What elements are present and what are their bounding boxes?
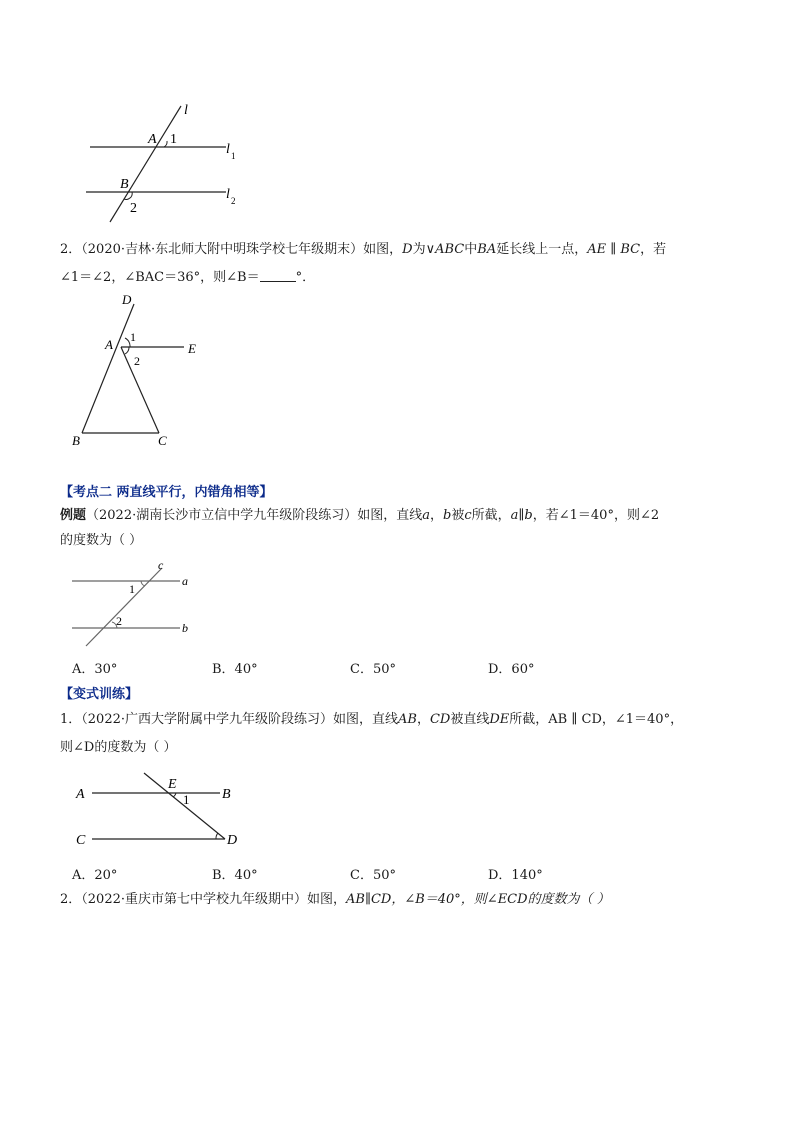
variant-2-line-1: 2．（2022·重庆市第七中学校九年级期中）如图，AB∥CD，∠B＝40°，则∠ECD的度数为（ ） — [60, 892, 610, 907]
figure-triangle-abc — [68, 290, 208, 450]
variant-1-line-2: 则∠D的度数为（ ） — [60, 740, 177, 755]
label-A: A — [76, 787, 85, 802]
label-l1: l — [226, 142, 230, 157]
label-B: B — [72, 433, 80, 448]
example-line-1: 例题（2022·湖南长沙市立信中学九年级阶段练习）如图，直线a，b被c所截，a∥b，若∠1＝40°，则∠2 — [60, 508, 660, 523]
option-B[interactable]: B．40° — [212, 868, 258, 883]
segment-DB — [82, 304, 134, 433]
label-B: B — [222, 787, 231, 802]
angle-1-arc — [141, 581, 145, 586]
label-A: A — [105, 337, 113, 352]
answer-blank[interactable] — [260, 269, 296, 282]
label-angle-1: 1 — [170, 132, 177, 147]
option-D[interactable]: D．140° — [488, 868, 543, 883]
option-D[interactable]: D．60° — [488, 662, 535, 677]
label-C: C — [76, 833, 86, 848]
segment-AC — [121, 347, 159, 433]
question-2-line-2: ∠1＝∠2，∠BAC＝36°，则∠B＝ °． — [60, 270, 316, 285]
label-D: D — [227, 833, 238, 848]
example-line-2: 的度数为（ ） — [60, 533, 143, 548]
angle-1-arc — [164, 141, 167, 147]
label-E: E — [168, 777, 177, 792]
option-C[interactable]: C．50° — [350, 662, 396, 677]
label-angle-2: 2 — [134, 354, 140, 368]
label-l2-sub: 2 — [231, 196, 236, 206]
question-2-line-1: 2．（2020·吉林·东北师大附中明珠学校七年级期末）如图，D为∨ABC中BA延长线上一点，AE ∥ BC，若 — [60, 242, 667, 257]
label-angle-1: 1 — [130, 330, 136, 344]
label-A: A — [148, 132, 157, 147]
label-angle-2: 2 — [130, 201, 137, 216]
option-A[interactable]: A．30° — [72, 662, 118, 677]
figure-parallel-lines-1 — [80, 98, 250, 228]
label-l1-sub: 1 — [231, 151, 236, 161]
label-c: c — [158, 560, 164, 572]
option-A[interactable]: A．20° — [72, 868, 118, 883]
label-D: D — [122, 292, 132, 307]
label-E: E — [188, 341, 196, 356]
angle-D-arc — [216, 833, 218, 839]
option-B[interactable]: B．40° — [212, 662, 258, 677]
label-angle-1: 1 — [183, 792, 190, 807]
label-l2: l — [226, 187, 230, 202]
label-angle-2: 2 — [116, 614, 122, 628]
option-C[interactable]: C．50° — [350, 868, 396, 883]
line-c — [86, 568, 162, 646]
figure-ab-cd-de — [70, 768, 250, 850]
section-heading-2: 【考点二 两直线平行，内错角相等】 — [60, 485, 273, 500]
label-b: b — [182, 621, 188, 635]
label-a: a — [182, 574, 188, 588]
variant-1-line-1: 1．（2022·广西大学附属中学九年级阶段练习）如图，直线AB，CD被直线DE所截，AB ∥ CD，∠1＝40°， — [60, 712, 684, 727]
label-B: B — [120, 177, 129, 192]
label-l: l — [184, 103, 188, 118]
label-angle-1: 1 — [129, 582, 135, 596]
variant-heading: 【变式训练】 — [60, 687, 139, 702]
angle-2-arc — [125, 347, 129, 354]
transversal-l — [110, 106, 181, 222]
label-C: C — [158, 433, 167, 448]
figure-parallel-lines-ab — [66, 560, 206, 650]
